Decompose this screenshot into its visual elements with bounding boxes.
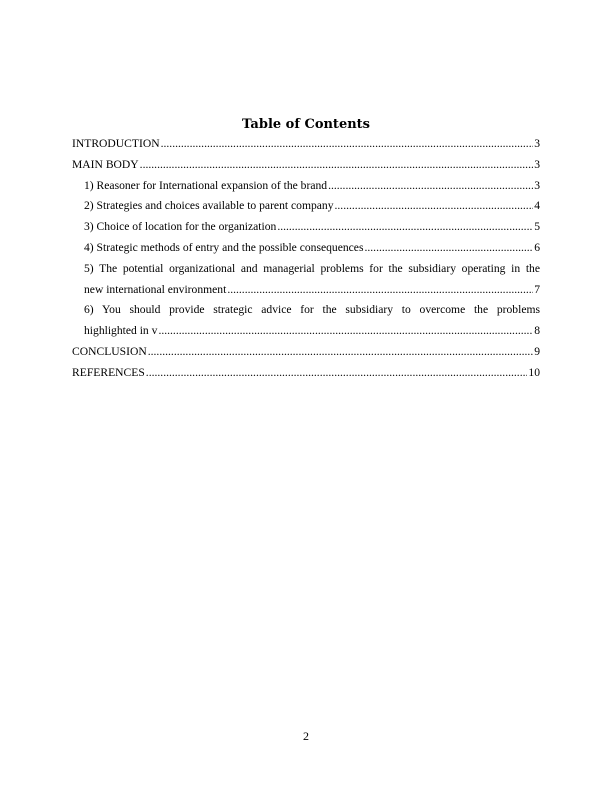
toc-entry-section-5[interactable]	[72, 259, 540, 301]
toc-entry-page: 9	[534, 344, 540, 358]
toc-entry-label-continued: highlighted in v	[84, 324, 158, 338]
toc-entry-page: 8	[534, 324, 540, 338]
toc-entry-page: 6	[534, 240, 540, 254]
toc-entry-introduction[interactable]	[72, 134, 540, 155]
toc-entry-line	[72, 300, 540, 321]
toc-entry-label: 4) Strategic methods of entry and the possible consequences	[84, 240, 364, 254]
toc-entry-line	[72, 259, 540, 280]
dot-leader	[140, 155, 534, 176]
page-number: 2	[303, 729, 309, 743]
table-of-contents	[72, 134, 540, 384]
toc-entry-page: 10	[528, 365, 540, 379]
dot-leader	[146, 363, 528, 384]
toc-entry-label: 5) The potential organizational and managerial problems for the subsidiary operating in the	[84, 261, 540, 275]
toc-entry-page: 5	[534, 220, 540, 234]
toc-entry-label: 2) Strategies and choices available to parent company	[84, 199, 334, 213]
toc-entry-page: 3	[534, 137, 540, 150]
dot-leader	[227, 280, 533, 301]
toc-entry-label: MAIN BODY	[72, 157, 139, 171]
toc-entry-section-2[interactable]	[72, 196, 540, 217]
dot-leader	[148, 342, 533, 363]
toc-entry-page: 3	[534, 178, 540, 192]
dot-leader	[335, 196, 534, 217]
dot-leader	[364, 238, 533, 259]
dot-leader	[158, 321, 533, 342]
toc-entry-label: 1) Reasoner for International expansion of the brand	[84, 178, 328, 192]
toc-entry-main-body[interactable]	[72, 155, 540, 176]
toc-entry-section-4[interactable]	[72, 238, 540, 259]
toc-entry-section-6[interactable]	[72, 300, 540, 342]
toc-entry-line	[72, 321, 540, 342]
toc-entry-section-1[interactable]	[72, 176, 540, 197]
toc-entry-section-3[interactable]	[72, 217, 540, 238]
dot-leader	[277, 217, 533, 238]
toc-entry-references[interactable]	[72, 363, 540, 384]
toc-entry-conclusion[interactable]	[72, 342, 540, 363]
toc-entry-page: 3	[534, 157, 540, 171]
toc-entry-label-continued: new international environment	[84, 282, 227, 296]
toc-entry-label: REFERENCES	[72, 365, 145, 379]
toc-entry-page: 4	[534, 199, 540, 213]
toc-entry-page: 7	[534, 282, 540, 296]
toc-entry-label: INTRODUCTION	[72, 137, 160, 150]
toc-entry-label: 3) Choice of location for the organization	[84, 220, 277, 234]
toc-entry-line	[72, 280, 540, 301]
toc-entry-label: 6) You should provide strategic advice for the subsidiary to overcome the problems	[84, 303, 540, 317]
toc-entry-label: CONCLUSION	[72, 344, 147, 358]
dot-leader	[328, 176, 533, 197]
dot-leader	[161, 134, 534, 155]
toc-title: Table of Contents	[242, 117, 370, 132]
